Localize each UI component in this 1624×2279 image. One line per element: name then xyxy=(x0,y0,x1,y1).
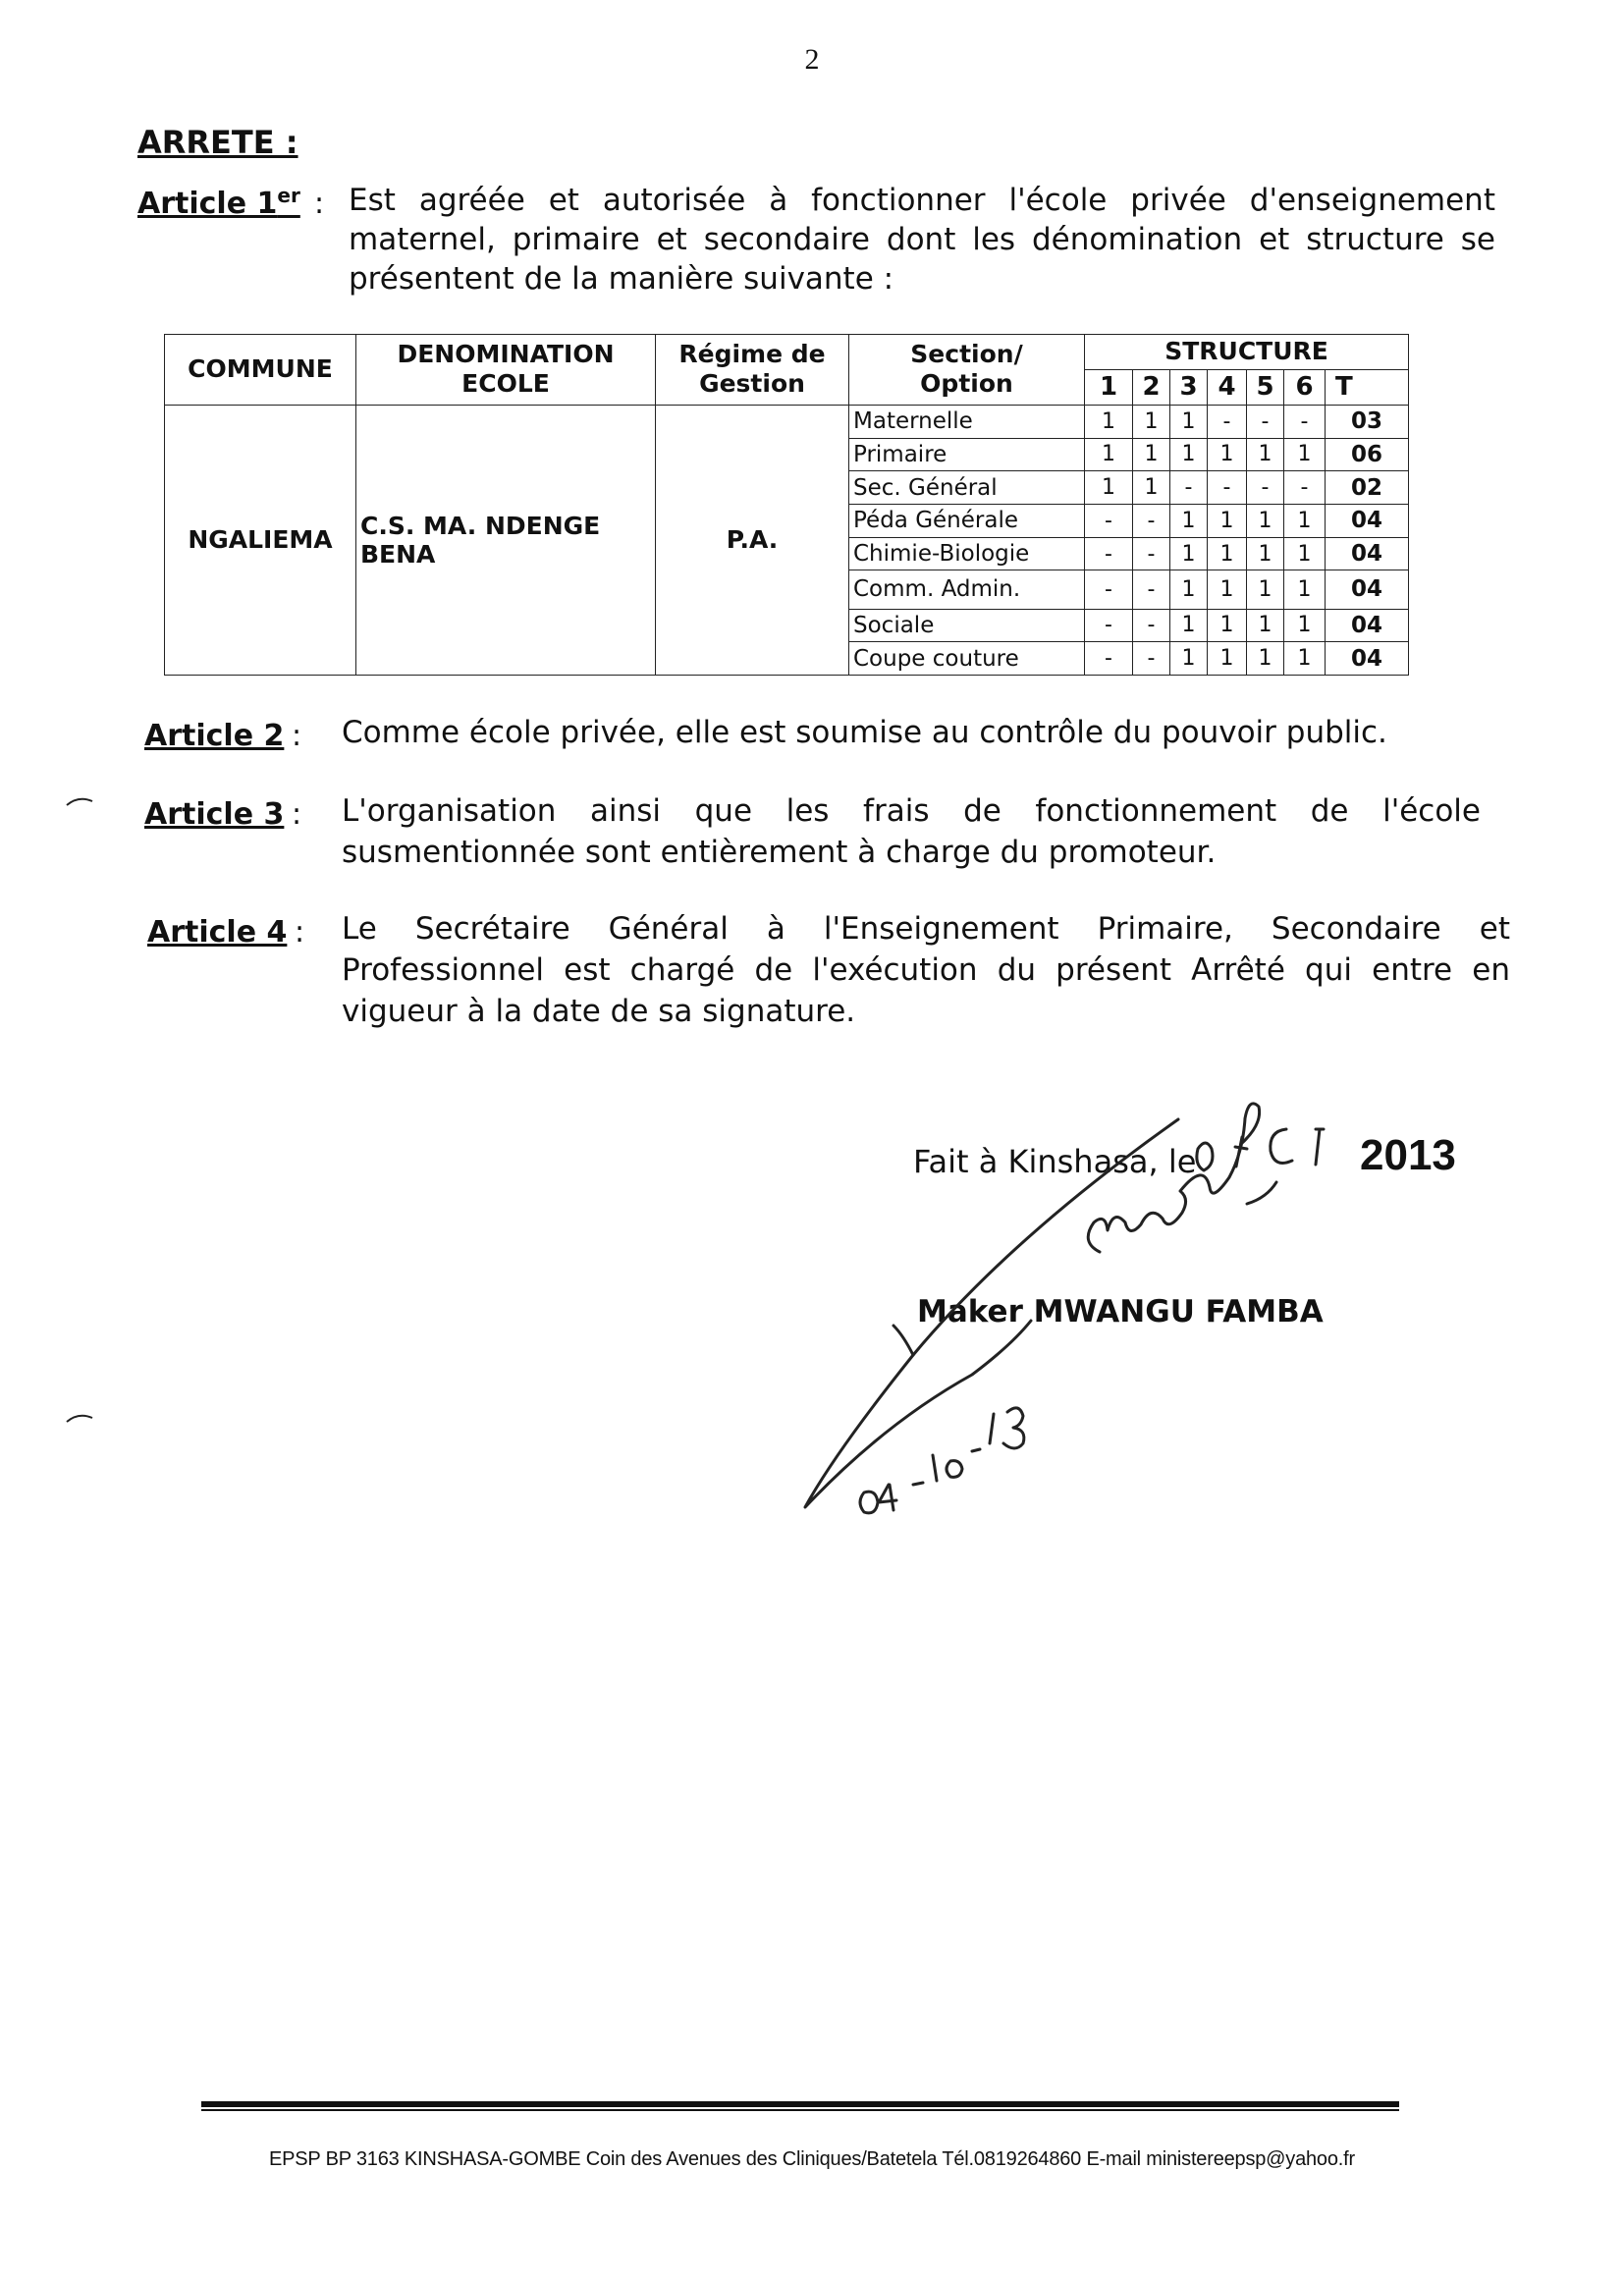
year-cell: 1 xyxy=(1170,570,1208,609)
article-4-label: Article 4 xyxy=(147,915,288,950)
place-date-text: Fait à Kinshasa, le xyxy=(913,1143,1197,1180)
year-cell: 1 xyxy=(1247,438,1284,471)
year-cell: 1 xyxy=(1284,438,1326,471)
year-cell: - xyxy=(1247,471,1284,505)
year-cell: 1 xyxy=(1085,471,1133,505)
section-cell: Sociale xyxy=(849,609,1085,642)
date-stamp-year: 2013 xyxy=(1360,1131,1456,1179)
year-cell: - xyxy=(1133,537,1170,570)
year-cell: 1 xyxy=(1284,570,1326,609)
section-cell: Péda Générale xyxy=(849,504,1085,537)
year-cell: 1 xyxy=(1208,438,1247,471)
year-cell: 1 xyxy=(1170,609,1208,642)
year-cell: 1 xyxy=(1247,570,1284,609)
section-cell: Primaire xyxy=(849,438,1085,471)
year-cell: 1 xyxy=(1284,537,1326,570)
section-cell: Coupe couture xyxy=(849,642,1085,676)
header-year-5: 5 xyxy=(1247,369,1284,405)
year-cell: - xyxy=(1133,570,1170,609)
signatory-name: Maker MWANGU FAMBA xyxy=(917,1294,1324,1329)
year-cell: - xyxy=(1208,471,1247,505)
total-cell: 02 xyxy=(1326,471,1409,505)
section-cell: Sec. Général xyxy=(849,471,1085,505)
year-cell: 1 xyxy=(1284,609,1326,642)
year-cell: 1 xyxy=(1170,438,1208,471)
year-cell: - xyxy=(1133,609,1170,642)
header-section: Section/ Option xyxy=(849,335,1085,406)
table-row xyxy=(165,405,1409,438)
year-cell: - xyxy=(1133,642,1170,676)
footer-rule xyxy=(201,2101,1399,2111)
year-cell: - xyxy=(1085,609,1133,642)
article-1-colon: : xyxy=(314,187,325,221)
article-1-label: Article 1er xyxy=(137,184,300,221)
total-cell: 04 xyxy=(1326,570,1409,609)
year-cell: 1 xyxy=(1085,438,1133,471)
year-cell: - xyxy=(1284,405,1326,438)
year-cell: - xyxy=(1170,471,1208,505)
year-cell: - xyxy=(1085,537,1133,570)
school-structure-table xyxy=(164,334,1409,676)
year-cell: 1 xyxy=(1133,405,1170,438)
header-total: T xyxy=(1326,369,1409,405)
year-cell: 1 xyxy=(1247,504,1284,537)
year-cell: 1 xyxy=(1247,537,1284,570)
article-3-label: Article 3 xyxy=(144,797,285,832)
year-cell: 1 xyxy=(1208,570,1247,609)
section-cell: Comm. Admin. xyxy=(849,570,1085,609)
section-cell: Maternelle xyxy=(849,405,1085,438)
year-cell: 1 xyxy=(1284,642,1326,676)
year-cell: - xyxy=(1133,504,1170,537)
year-cell: - xyxy=(1085,570,1133,609)
regime-cell: P.A. xyxy=(656,405,849,675)
total-cell: 04 xyxy=(1326,642,1409,676)
total-cell: 04 xyxy=(1326,609,1409,642)
article-3-colon: : xyxy=(292,797,302,832)
article-2-colon: : xyxy=(292,719,302,753)
total-cell: 03 xyxy=(1326,405,1409,438)
year-cell: - xyxy=(1284,471,1326,505)
header-year-3: 3 xyxy=(1170,369,1208,405)
header-denomination: DENOMINATION ECOLE xyxy=(356,335,656,406)
year-cell: 1 xyxy=(1247,642,1284,676)
total-cell: 04 xyxy=(1326,537,1409,570)
year-cell: 1 xyxy=(1170,405,1208,438)
decree-heading: ARRETE : xyxy=(137,124,298,161)
section-cell: Chimie-Biologie xyxy=(849,537,1085,570)
article-2-label: Article 2 xyxy=(144,719,285,753)
year-cell: 1 xyxy=(1133,471,1170,505)
article-3-text: L'organisation ainsi que les frais de fonctionnement de l'école susmentionnée sont entièrement à charge du promoteur. xyxy=(342,793,1481,870)
header-regime: Régime de Gestion xyxy=(656,335,849,406)
year-cell: - xyxy=(1247,405,1284,438)
year-cell: - xyxy=(1085,642,1133,676)
year-cell: 1 xyxy=(1208,537,1247,570)
year-cell: 1 xyxy=(1208,609,1247,642)
year-cell: 1 xyxy=(1284,504,1326,537)
footer-address: EPSP BP 3163 KINSHASA-GOMBE Coin des Avenues des Cliniques/Batetela Tél.0819264860 E-mail ministereepsp@yahoo.fr xyxy=(269,2148,1355,2170)
year-cell: 1 xyxy=(1133,438,1170,471)
total-cell: 04 xyxy=(1326,504,1409,537)
article-4-text: Le Secrétaire Général à l'Enseignement Primaire, Secondaire et Professionnel est chargé de l'exécution du présent Arrêté qui entre en vigueur à la date de sa signature. xyxy=(342,911,1510,1029)
year-cell: 1 xyxy=(1085,405,1133,438)
page-number: 2 xyxy=(804,43,820,76)
commune-cell: NGALIEMA xyxy=(165,405,356,675)
article-2-text: Comme école privée, elle est soumise au contrôle du pouvoir public. xyxy=(342,715,1387,750)
header-structure: STRUCTURE xyxy=(1085,335,1409,370)
year-cell: 1 xyxy=(1170,537,1208,570)
denomination-cell: C.S. MA. NDENGE BENA xyxy=(356,405,656,675)
year-cell: - xyxy=(1085,504,1133,537)
article-1-text: Est agréée et autorisée à fonctionner l'école privée d'enseignement maternel, primaire et secondaire dont les dénomination et structure se présentent de la manière suivante : xyxy=(349,183,1495,297)
year-cell: - xyxy=(1208,405,1247,438)
year-cell: 1 xyxy=(1170,642,1208,676)
header-commune: COMMUNE xyxy=(165,335,356,406)
year-cell: 1 xyxy=(1247,609,1284,642)
header-year-2: 2 xyxy=(1133,369,1170,405)
total-cell: 06 xyxy=(1326,438,1409,471)
year-cell: 1 xyxy=(1170,504,1208,537)
year-cell: 1 xyxy=(1208,642,1247,676)
header-year-1: 1 xyxy=(1085,369,1133,405)
header-year-6: 6 xyxy=(1284,369,1326,405)
article-4-colon: : xyxy=(295,915,305,950)
header-year-4: 4 xyxy=(1208,369,1247,405)
year-cell: 1 xyxy=(1208,504,1247,537)
